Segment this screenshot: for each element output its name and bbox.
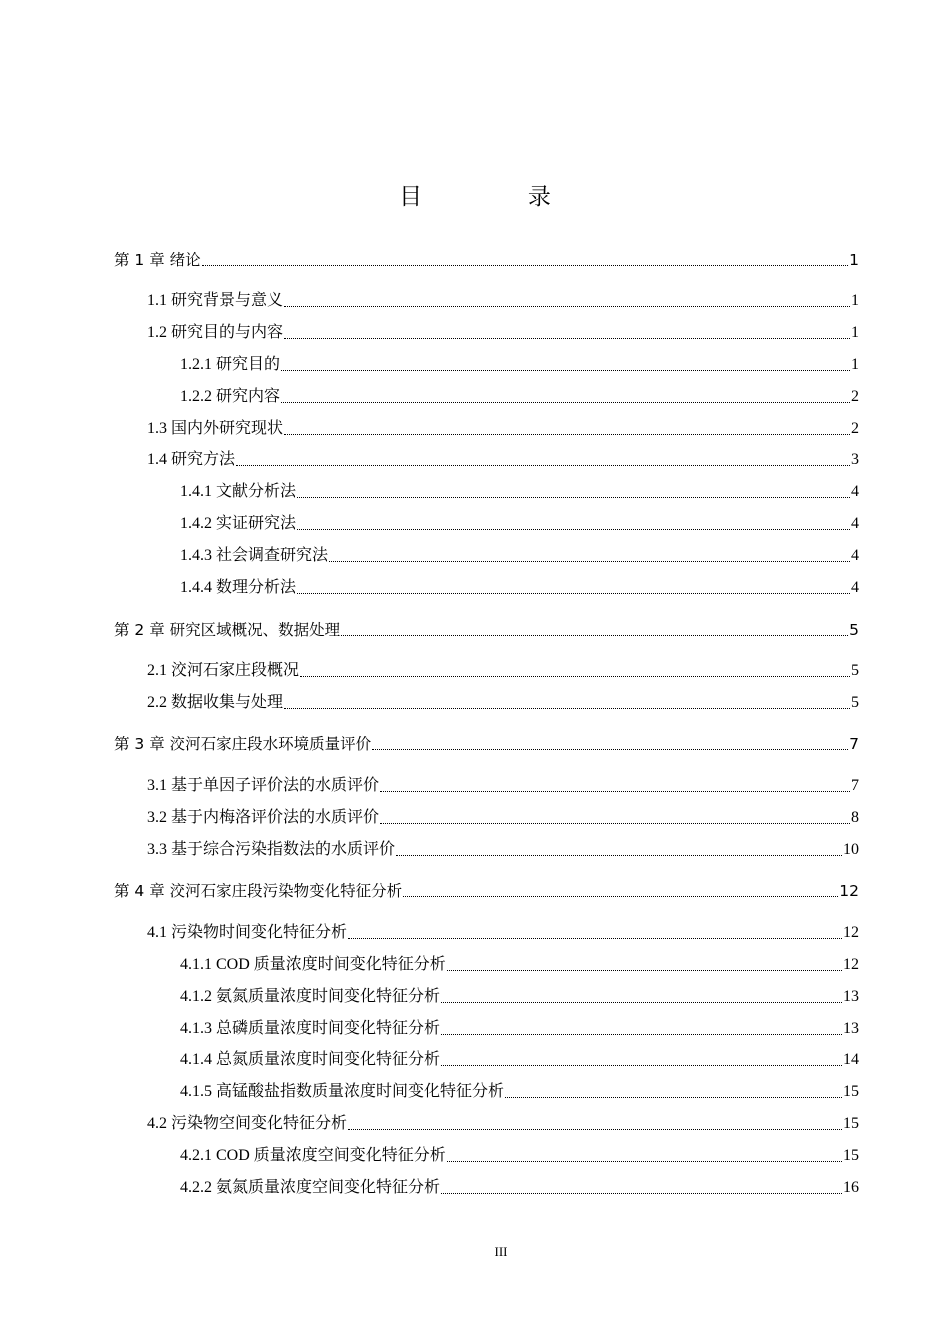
toc-entry[interactable]: [147, 808, 859, 828]
toc-entry-page: 12: [843, 924, 859, 941]
toc-entry-label: 2.2 数据收集与处理: [147, 694, 284, 711]
toc-entry[interactable]: [147, 661, 859, 681]
toc-entry-page: 1: [851, 292, 859, 309]
toc-entry-page: 13: [843, 1020, 859, 1037]
dot-leader: [284, 338, 850, 339]
toc-entry[interactable]: [180, 546, 859, 566]
toc-entry[interactable]: [147, 776, 859, 796]
dot-leader: [236, 465, 850, 466]
dot-leader: [341, 635, 848, 636]
dot-leader: [441, 1002, 842, 1003]
dot-leader: [441, 1065, 842, 1066]
toc-entry-page: 5: [851, 694, 859, 711]
toc-entry-page: 1: [851, 356, 859, 373]
toc-entry-page: 13: [843, 988, 859, 1005]
toc-entry-label: 4.1.4 总氮质量浓度时间变化特征分析: [180, 1051, 441, 1068]
dot-leader: [396, 855, 842, 856]
dot-leader: [284, 434, 850, 435]
toc-entry-page: 12: [843, 956, 859, 973]
toc-entry-label: 3.2 基于内梅洛评价法的水质评价: [147, 809, 380, 826]
toc-entry-page: 8: [851, 809, 859, 826]
dot-leader: [284, 708, 850, 709]
toc-entry-label: 4.2 污染物空间变化特征分析: [147, 1115, 348, 1132]
dot-leader: [281, 402, 850, 403]
toc-entry-label: 1.4.2 实证研究法: [180, 515, 297, 532]
toc-entry-label: 4.2.2 氨氮质量浓度空间变化特征分析: [180, 1179, 441, 1196]
toc-entry[interactable]: [147, 323, 859, 343]
toc-entry[interactable]: [147, 450, 859, 470]
toc-entry[interactable]: [147, 840, 859, 860]
toc-entry[interactable]: [147, 923, 859, 943]
toc-entry[interactable]: [180, 955, 859, 975]
dot-leader: [447, 970, 842, 971]
toc-entry-label: 第 1 章 绪论: [114, 251, 201, 269]
dot-leader: [202, 265, 848, 266]
toc-entry-label: 4.2.1 COD 质量浓度空间变化特征分析: [180, 1147, 446, 1164]
dot-leader: [297, 529, 850, 530]
toc-entry-label: 1.1 研究背景与意义: [147, 292, 284, 309]
toc-entry[interactable]: [180, 987, 859, 1007]
toc-entry-page: 5: [851, 662, 859, 679]
toc-entry-label: 3.1 基于单因子评价法的水质评价: [147, 777, 380, 794]
toc-entry[interactable]: [180, 1146, 859, 1166]
toc-entry-page: 4: [851, 547, 859, 564]
toc-entry[interactable]: [180, 1178, 859, 1198]
toc-entry[interactable]: [114, 620, 859, 640]
toc-entry-page: 4: [851, 579, 859, 596]
toc-entry-label: 1.2 研究目的与内容: [147, 324, 284, 341]
dot-leader: [329, 561, 850, 562]
toc-entry[interactable]: [180, 1019, 859, 1039]
dot-leader: [284, 306, 850, 307]
toc-entry-label: 1.2.2 研究内容: [180, 388, 281, 405]
toc-entry[interactable]: [180, 1050, 859, 1070]
toc-entry-label: 4.1.2 氨氮质量浓度时间变化特征分析: [180, 988, 441, 1005]
toc-entry-label: 4.1.1 COD 质量浓度时间变化特征分析: [180, 956, 446, 973]
dot-leader: [348, 1129, 842, 1130]
toc-entry-page: 15: [843, 1147, 859, 1164]
toc-entry[interactable]: [180, 482, 859, 502]
toc-entry[interactable]: [147, 291, 859, 311]
toc-entry-page: 14: [843, 1051, 859, 1068]
toc-entry-page: 1: [849, 251, 859, 269]
toc-entry-page: 5: [849, 621, 859, 639]
toc-entry[interactable]: [180, 1082, 859, 1102]
toc-entry[interactable]: [180, 578, 859, 598]
dot-leader: [447, 1161, 842, 1162]
toc-entry-label: 4.1.3 总磷质量浓度时间变化特征分析: [180, 1020, 441, 1037]
toc-entry-label: 1.2.1 研究目的: [180, 356, 281, 373]
toc-entry-label: 第 4 章 洨河石家庄段污染物变化特征分析: [114, 882, 403, 900]
dot-leader: [348, 938, 842, 939]
toc-entry[interactable]: [147, 693, 859, 713]
toc-entry-label: 2.1 洨河石家庄段概况: [147, 662, 300, 679]
toc-entry-page: 7: [851, 777, 859, 794]
toc-entry-page: 2: [851, 420, 859, 437]
page-number: III: [494, 1244, 508, 1259]
toc-entry[interactable]: [180, 355, 859, 375]
toc-entry-page: 12: [839, 882, 859, 900]
dot-leader: [441, 1193, 842, 1194]
toc-entry[interactable]: [114, 250, 859, 270]
page-title: 目 录: [399, 184, 601, 209]
dot-leader: [372, 749, 848, 750]
toc-entry[interactable]: [147, 419, 859, 439]
toc-entry-page: 4: [851, 515, 859, 532]
toc-entry-page: 2: [851, 388, 859, 405]
toc-entry-label: 4.1 污染物时间变化特征分析: [147, 924, 348, 941]
toc-entry-label: 1.4.1 文献分析法: [180, 483, 297, 500]
toc-entry-label: 1.4.3 社会调查研究法: [180, 547, 329, 564]
dot-leader: [380, 791, 850, 792]
toc-entry-page: 15: [843, 1115, 859, 1132]
toc-entry-page: 16: [843, 1179, 859, 1196]
toc-entry-label: 3.3 基于综合污染指数法的水质评价: [147, 841, 396, 858]
toc-entry-label: 1.4.4 数理分析法: [180, 579, 297, 596]
dot-leader: [297, 497, 850, 498]
dot-leader: [505, 1097, 842, 1098]
toc-entry-label: 第 2 章 研究区域概况、数据处理: [114, 621, 341, 639]
toc-entry-label: 第 3 章 洨河石家庄段水环境质量评价: [114, 735, 372, 753]
toc-entry[interactable]: [180, 514, 859, 534]
toc-entry-label: 1.3 国内外研究现状: [147, 420, 284, 437]
toc-entry-page: 4: [851, 483, 859, 500]
toc-entry[interactable]: [114, 881, 859, 901]
toc-entry-label: 4.1.5 高锰酸盐指数质量浓度时间变化特征分析: [180, 1083, 505, 1100]
toc-entry-label: 1.4 研究方法: [147, 451, 236, 468]
dot-leader: [441, 1034, 842, 1035]
toc-entry-page: 10: [843, 841, 859, 858]
toc-entry[interactable]: [114, 734, 859, 754]
toc-entry[interactable]: [180, 387, 859, 407]
dot-leader: [297, 593, 850, 594]
toc-entry-page: 1: [851, 324, 859, 341]
dot-leader: [403, 896, 838, 897]
toc-entry-page: 3: [851, 451, 859, 468]
toc-entry-page: 7: [849, 735, 859, 753]
dot-leader: [300, 676, 850, 677]
toc-entry-page: 15: [843, 1083, 859, 1100]
toc-entry[interactable]: [147, 1114, 859, 1134]
dot-leader: [380, 823, 850, 824]
dot-leader: [281, 370, 850, 371]
